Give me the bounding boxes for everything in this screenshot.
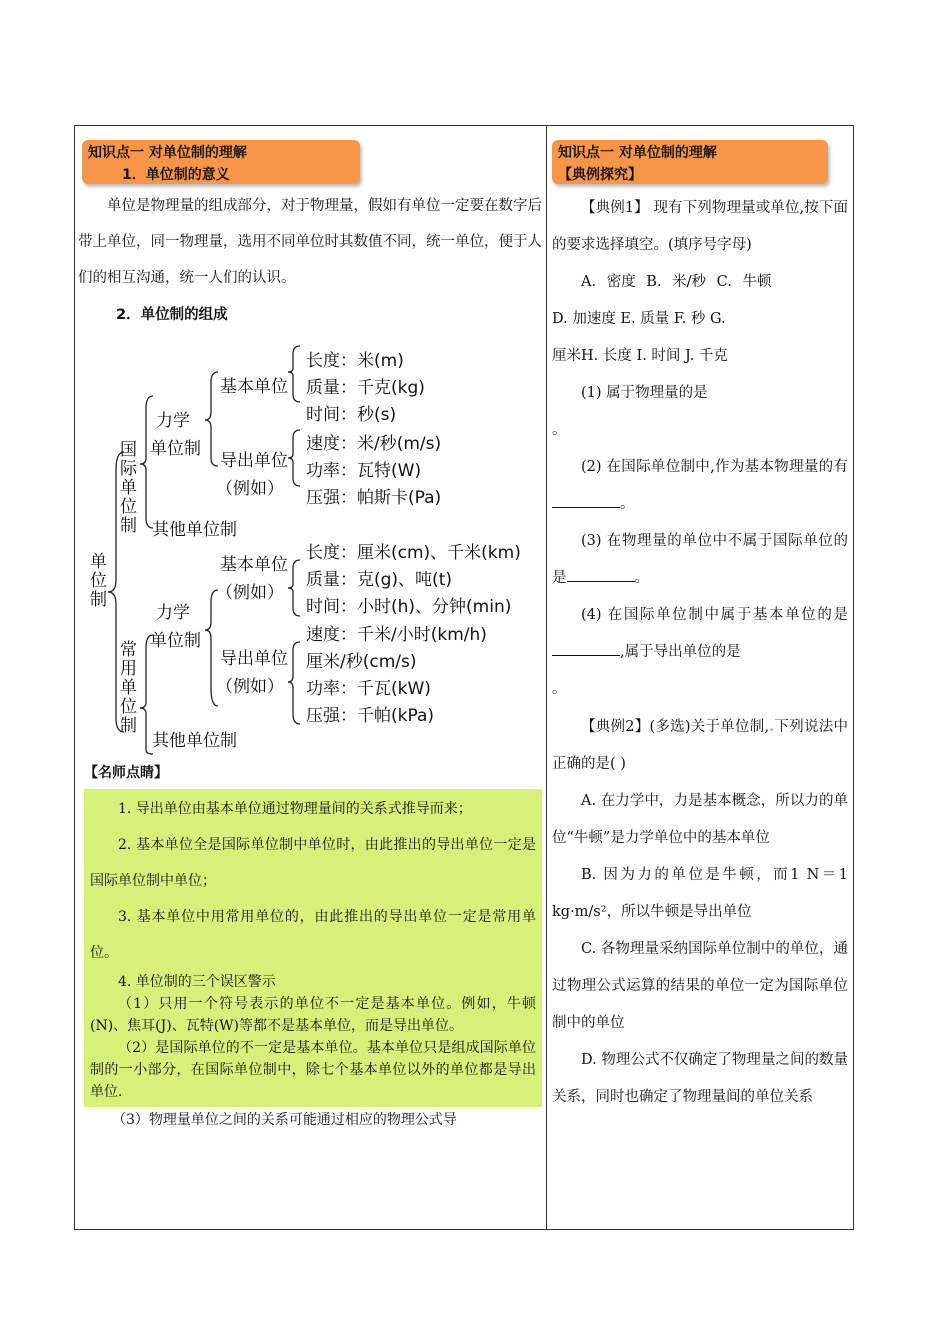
tree-intl-mech2: 单位制: [150, 439, 201, 459]
tree-common-derived-2: 厘米/秒(cm/s): [306, 652, 417, 672]
example2-intro: 【典例2】(多选)关于单位制,.下列说法中正确的是( ): [552, 718, 848, 772]
tree-common: 常用单位制: [116, 640, 136, 735]
tree-intl-base-3: 时间：秒(s): [306, 405, 397, 425]
tree-intl-derived-3: 压强：帕斯卡(Pa): [306, 488, 442, 508]
tree-intl-other: 其他单位制: [152, 520, 237, 540]
question-1-end: 。: [552, 422, 567, 438]
example1-options-2: D. 加速度 E. 质量 F. 秒 G.: [552, 311, 726, 327]
tree-intl-derived: 导出单位: [220, 451, 288, 471]
tree-intl-mech: 力学: [156, 411, 190, 431]
tree-intl: 国际单位制: [116, 440, 136, 535]
tree-common-base-1: 长度：厘米(cm)、千米(km): [306, 543, 521, 563]
right-banner: [552, 140, 828, 184]
answer-blank-2[interactable]: [552, 493, 620, 508]
tree-common-derived-4: 压强：千帕(kPa): [306, 706, 435, 726]
right-banner-subtitle: 【典例探究】: [558, 167, 642, 183]
tip-1: 1. 导出单位由基本单位通过物理量间的关系式推导而来；: [118, 801, 472, 817]
unit-system-tree: [78, 330, 542, 755]
tip-4-1: （1）只用一个符号表示的单位不一定是基本单位。例如，牛顿(N)、焦耳(J)、瓦特(W)等都不是基本单位，而是导出单位。: [90, 996, 536, 1034]
tree-root: 单位制: [86, 552, 106, 609]
tree-intl-eg: （例如）: [216, 479, 284, 499]
right-banner-title: 知识点一 对单位制的理解: [558, 145, 717, 161]
column-divider: [546, 125, 547, 1230]
tree-common-mech2: 单位制: [150, 631, 201, 651]
tree-common-derived-3: 功率：千瓦(kW): [306, 679, 431, 699]
tip-4: 4. 单位制的三个误区警示: [118, 974, 276, 990]
example2-option-c: C. 各物理量采纳国际单位制中的单位，通过物理公式运算的结果的单位一定为国际单位制中的单位: [552, 941, 848, 1031]
tip-title: 【名师点睛】: [84, 765, 168, 781]
tip-2: 2. 基本单位全是国际单位制中单位时，由此推出的导出单位一定是国际单位制中单位；: [90, 837, 536, 889]
left-banner-subtitle: 1．单位制的意义: [122, 167, 230, 183]
left-banner-title: 知识点一 对单位制的理解: [88, 145, 247, 161]
example2-option-a: A. 在力学中，力是基本概念，所以力的单位“牛顿”是力学单位中的基本单位: [552, 793, 848, 846]
tree-intl-base-1: 长度：米(m): [306, 351, 404, 371]
question-3: (3) 在物理量的单位中不属于国际单位的是 。: [552, 533, 848, 586]
example1-options-1: A. 密度 B. 米/秒 C. 牛顿: [581, 274, 772, 290]
right-column: [552, 126, 848, 1116]
section-heading-composition: 2．单位制的组成: [116, 307, 228, 323]
question-1: (1) 属于物理量的是: [581, 385, 708, 401]
left-banner: [82, 140, 360, 184]
tree-intl-base-2: 质量：千克(kg): [306, 378, 425, 398]
tips-box: [84, 789, 542, 1107]
tree-common-derived-eg: （例如）: [216, 677, 284, 697]
tree-intl-derived-1: 速度：米/秒(m/s): [306, 434, 442, 454]
tree-common-derived-1: 速度：千米/小时(km/h): [306, 625, 487, 645]
example1-options-3: 厘米H. 长度 I. 时间 J. 千克: [552, 348, 728, 364]
paragraph-meaning: 单位是物理量的组成部分，对于物理量，假如有单位一定要在数字后带上单位，同一物理量，选用不同单位时其数值不同，统一单位，便于人们的相互沟通，统一人们的认识。: [78, 198, 542, 286]
tree-common-mech: 力学: [156, 603, 190, 623]
tip-3: 3. 基本单位中用常用单位的，由此推出的导出单位一定是常用单位。: [90, 909, 536, 961]
tree-common-base: 基本单位: [220, 555, 288, 575]
tree-common-base-3: 时间：小时(h)、分钟(min): [306, 597, 512, 617]
answer-blank-4a[interactable]: [552, 641, 620, 656]
tree-intl-base: 基本单位: [220, 377, 288, 397]
tree-common-base-2: 质量：克(g)、吨(t): [306, 570, 452, 590]
tip-4-2: （2）是国际单位的不一定是基本单位。基本单位只是组成国际单位制的一小部分，在国际单位制中，除七个基本单位以外的单位都是导出单位.: [90, 1040, 536, 1100]
example1-intro: 【典例1】 现有下列物理量或单位,按下面的要求选择填空。(填序号字母): [552, 200, 848, 253]
question-4-end: 。: [552, 681, 567, 697]
tip-4-3: （3）物理量单位之间的关系可能通过相应的物理公式导: [112, 1112, 457, 1128]
tree-common-other: 其他单位制: [152, 731, 237, 751]
tree-common-base-eg: （例如）: [216, 583, 284, 603]
question-2: (2) 在国际单位制中,作为基本物理量的有。: [552, 449, 848, 523]
tree-intl-derived-2: 功率：瓦特(W): [306, 461, 422, 481]
example2-option-b: B. 因为力的单位是牛顿，而1 N＝1 kg·m/s²，所以牛顿是导出单位: [552, 867, 848, 920]
answer-blank-3[interactable]: [567, 567, 635, 582]
left-column: [78, 126, 542, 1131]
tree-common-derived: 导出单位: [220, 649, 288, 669]
example2-option-d: D. 物理公式不仅确定了物理量之间的数量关系，同时也确定了物理量间的单位关系: [552, 1052, 848, 1105]
question-4: (4) 在国际单位制中属于基本单位的是,属于导出单位的是: [552, 597, 848, 671]
